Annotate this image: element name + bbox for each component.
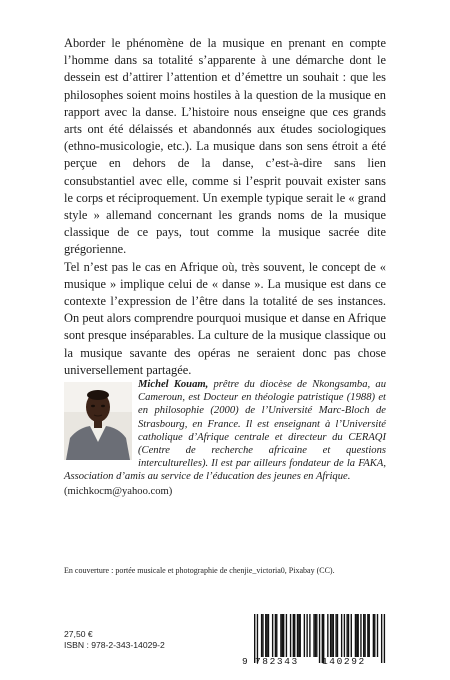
- text-paragraph-1: Aborder le phénomène de la musique en prenant en compte l’homme dans sa totalité s’apparente à une démarche dont le dessein est d’attirer l’attention et d’émettre un souhait : que les philosophes soient moins hostiles à la question de la musique en rapport avec la danse. L’histoire nous enseigne que ces grands arts ont été délaissés et abandonnés aux études sociologiques (ethno-musicologie, etc.). La musique dans son sens étroit a été perçue en dehors de la danse, c’est-à-dire sans lien consubstantiel avec elle, comme si l’esprit pouvait exister sans le corps et réciproquement. Un exemple typique serait le « grand style » allemand concernant les grands noms de la musique classique de ce pays, tout comme la musique sacrée dite grégorienne.: [64, 36, 386, 257]
- barcode-bar: [351, 614, 352, 657]
- barcode-bar: [367, 614, 368, 657]
- barcode-bar: [364, 614, 365, 657]
- barcode-bar: [373, 614, 374, 657]
- barcode-bar: [344, 614, 345, 657]
- author-email: (michkocm@yahoo.com): [64, 485, 173, 497]
- barcode-bar: [304, 614, 305, 657]
- price: 27,50 €: [64, 629, 93, 639]
- barcode-bar: [358, 614, 359, 657]
- barcode-digit-group-1: 782343: [255, 656, 299, 667]
- text-paragraph-2: Tel n’est pas le cas en Afrique où, très souvent, le concept de « musique » implique celui de « danse ». La musique est dans ce contexte l’expression de l’être dans la totalité de ses instances. On peut alors comprendre pourquoi musique et danse en Afrique sont presque inséparables. La culture de la musique classique ou la musique savante des opéras ne seraient donc pas chose universellement partagée.: [64, 259, 386, 377]
- author-name: Michel Kouam,: [138, 379, 209, 390]
- isbn: ISBN : 978-2-343-14029-2: [64, 640, 165, 650]
- barcode-bar: [316, 614, 317, 657]
- barcode-bar: [265, 614, 266, 657]
- barcode-bar: [300, 614, 301, 657]
- barcode-bar: [283, 614, 284, 657]
- barcode-bar: [290, 614, 291, 657]
- barcode-bar: [262, 614, 263, 657]
- author-bio-text: prêtre du diocèse de Nkongsamba, au Cameroun, est Docteur en théologie patristique (1988) et en philosophie (2000) de l’Université Marc-Bloch de Strasbourg, en France. Il est enseignant à l’Université catholique d’Afrique centrale et directeur du CERAQI (Centre de recherche africaine et questions interculturelles). Il est par ailleurs fondateur de la FAKA, Association d’amis au service de l’éducation des jeunes en Afrique.: [64, 379, 386, 483]
- barcode-bar: [330, 614, 331, 657]
- barcode-bar: [294, 614, 295, 657]
- barcode-bar: [268, 614, 269, 657]
- barcode-bar: [335, 614, 336, 657]
- barcode-bar: [360, 614, 361, 657]
- barcode-bar: [282, 614, 283, 657]
- author-photo: [64, 382, 132, 460]
- barcode-bar: [266, 614, 267, 657]
- barcode-digit-group-2: 140292: [322, 656, 366, 667]
- barcode-bar: [355, 614, 356, 657]
- barcode-bar: [286, 614, 287, 657]
- barcode-first-digit: 9: [242, 656, 248, 667]
- barcode-bar: [348, 614, 349, 657]
- barcode-bar: [297, 614, 298, 657]
- barcode-bar: [341, 614, 342, 657]
- barcode-bar: [261, 614, 262, 657]
- barcode-bar: [331, 614, 332, 657]
- barcode-bar: [276, 614, 277, 657]
- barcode-bar: [333, 614, 334, 657]
- author-block: [64, 378, 386, 498]
- barcode-bar: [306, 614, 307, 657]
- barcode-bar: [327, 614, 328, 657]
- barcode-bar: [315, 614, 316, 657]
- barcode-digits: [242, 656, 389, 668]
- barcode-bar: [356, 614, 357, 657]
- barcode-bar: [272, 614, 273, 657]
- barcode-bar: [337, 614, 338, 657]
- barcode-bar: [377, 614, 378, 657]
- back-cover-text: [64, 35, 386, 379]
- cover-credit: En couverture : portée musicale et photographie de chenjie_victoria0, Pixabay (CC).: [64, 566, 335, 575]
- barcode-bar: [369, 614, 370, 657]
- barcode-bar: [346, 614, 347, 657]
- barcode-bar: [313, 614, 314, 657]
- barcode-bar: [374, 614, 375, 657]
- barcode-bar: [275, 614, 276, 657]
- barcode-bar: [309, 614, 310, 657]
- price-block: [64, 629, 165, 651]
- barcode-bar: [363, 614, 364, 657]
- barcode-bar: [298, 614, 299, 657]
- barcode-bar: [293, 614, 294, 657]
- barcode-bar: [280, 614, 281, 657]
